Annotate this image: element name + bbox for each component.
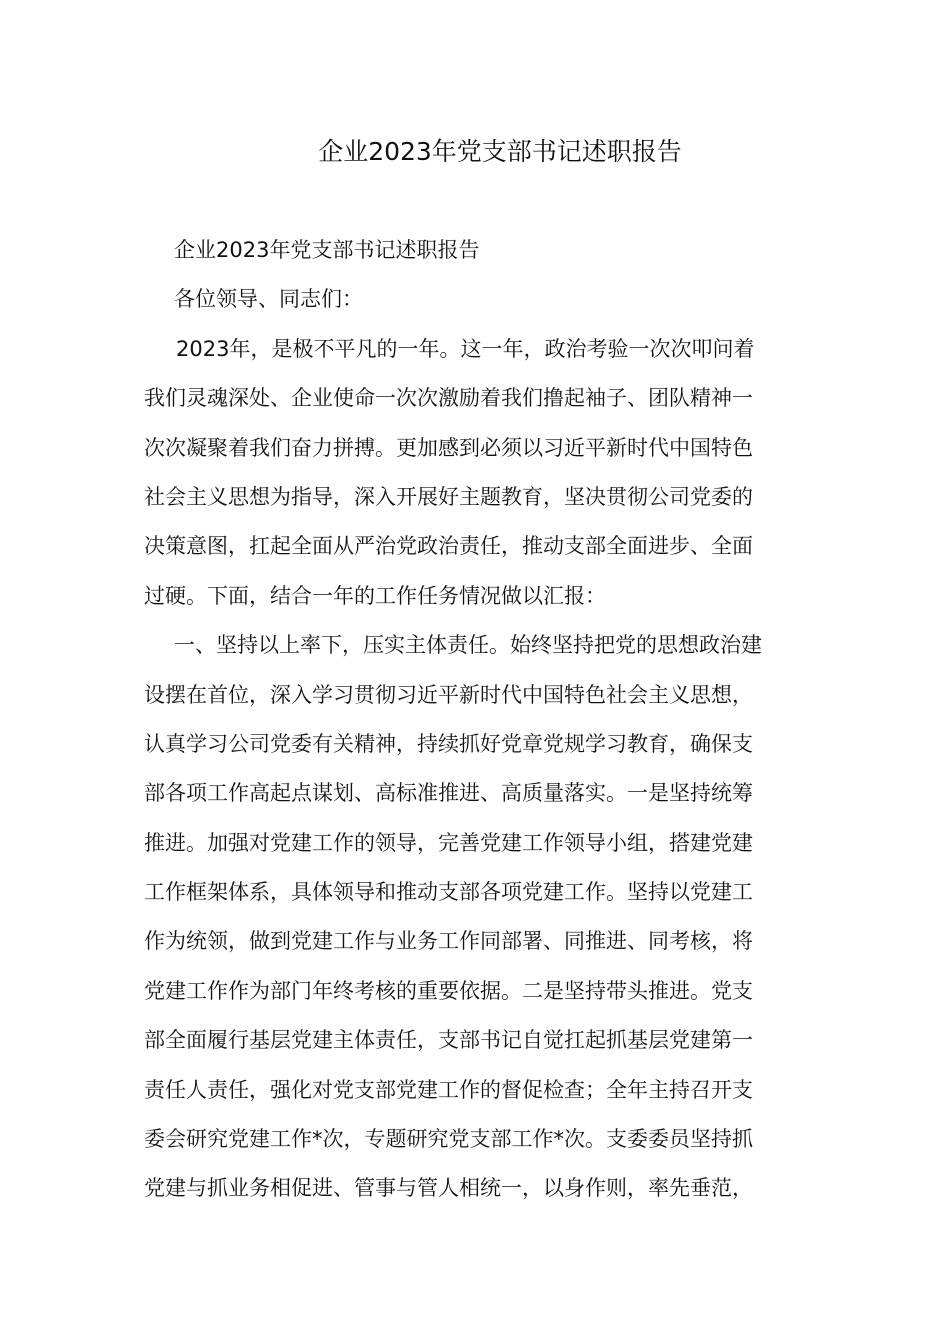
- body-line: 部各项工作高起点谋划、高标准推进、高质量落实。一是坚持统筹: [144, 781, 753, 806]
- body-line: 我们灵魂深处、企业使命一次次激励着我们撸起袖子、团队精神一: [144, 386, 753, 411]
- body-line: 次次凝聚着我们奋力拼搏。更加感到必须以习近平新时代中国特色: [144, 435, 753, 460]
- body-line: 党建工作作为部门年终考核的重要依据。二是坚持带头推进。党支: [144, 978, 753, 1003]
- body-line: 过硬。下面，结合一年的工作任务情况做以汇报：: [144, 583, 606, 608]
- body-line: 党建与抓业务相促进、管事与管人相统一，以身作则，率先垂范，: [144, 1176, 753, 1201]
- body-line: 推进。加强对党建工作的领导，完善党建工作领导小组，搭建党建: [144, 830, 753, 855]
- body-line: 决策意图，扛起全面从严治党政治责任，推动支部全面进步、全面: [144, 534, 753, 559]
- body-line: 认真学习公司党委有关精神，持续抓好党章党规学习教育，确保支: [144, 731, 753, 756]
- body-line-section-heading: 一、坚持以上率下，压实主体责任。始终坚持把党的思想政治建: [174, 633, 762, 658]
- body-line-subtitle: 企业2023年党支部书记述职报告: [174, 238, 480, 262]
- body-line: 社会主义思想为指导，深入开展好主题教育，坚决贯彻公司党委的: [144, 484, 753, 509]
- body-line: 委会研究党建工作*次，专题研究党支部工作*次。支委委员坚持抓: [144, 1127, 753, 1152]
- document-title: 企业2023年党支部书记述职报告: [318, 137, 682, 166]
- body-line: 2023年，是极不平凡的一年。这一年，政治考验一次次叩问着: [176, 336, 755, 361]
- body-line: 设摆在首位，深入学习贯彻习近平新时代中国特色社会主义思想，: [144, 682, 753, 707]
- body-line: 工作框架体系，具体领导和推动支部各项党建工作。坚持以党建工: [144, 880, 753, 905]
- body-line: 部全面履行基层党建主体责任，支部书记自觉扛起抓基层党建第一: [144, 1028, 753, 1053]
- document-body: [144, 232, 808, 1220]
- body-line: 责任人责任，强化对党支部党建工作的督促检查；全年主持召开支: [144, 1077, 753, 1102]
- body-line-salutation: 各位领导、同志们：: [174, 287, 363, 312]
- body-line: 作为统领，做到党建工作与业务工作同部署、同推进、同考核，将: [144, 929, 753, 954]
